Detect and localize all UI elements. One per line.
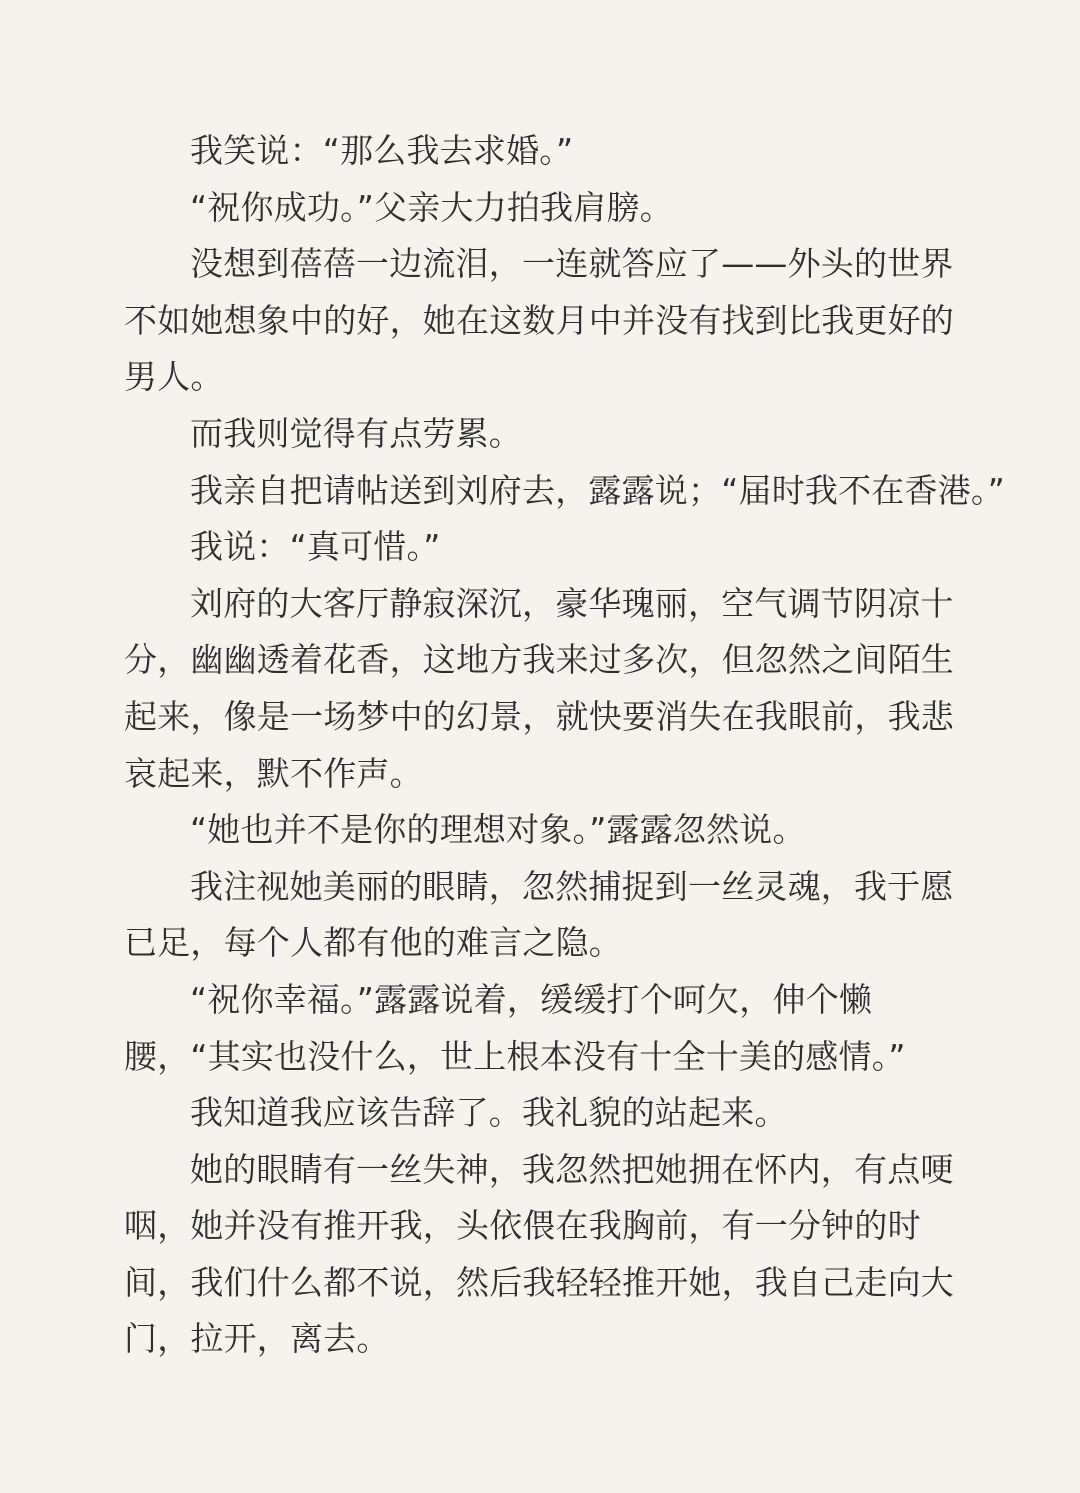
paragraph-11: 我知道我应该告辞了。我礼貌的站起来。 [190,1093,788,1133]
paragraph-1: 我笑说：“那么我去求婚。” [190,131,574,170]
paragraph-2: “祝你成功。”父亲大力拍我肩膀。 [190,187,673,227]
paragraph-7: 刘府的大客厅静寂深沉，豪华瑰丽，空气调节阴凉十分，幽幽透着花香，这地方我来过多次，但忽然之间陌生起来，像是一场梦中的幻景，就快要消失在我眼前，我悲哀起来，默不作声。 [124,583,954,793]
paragraph-12: 她的眼睛有一丝失神，我忽然把她拥在怀内，有点哽咽，她并没有推开我，头依偎在我胸前，有一分钟的时间，我们什么都不说，然后我轻轻推开她，我自己走向大门，拉开，离去。 [124,1149,954,1359]
paragraph-9: 我注视她美丽的眼睛，忽然捕捉到一丝灵魂，我于愿已足，每个人都有他的难言之隐。 [124,866,954,963]
paragraph-3: 没想到蓓蓓一边流泪，一连就答应了——外头的世界不如她想象中的好，她在这数月中并没有找到比我更好的男人。 [124,244,954,397]
paragraph-8: “她也并不是你的理想对象。”露露忽然说。 [190,810,806,850]
page-text [124,123,1005,1368]
paragraph-10: “祝你幸福。”露露说着，缓缓打个呵欠，伸个懒腰，“其实也没什么，世上根本没有十全十美的感情。” [124,979,906,1076]
paragraph-6: 我说：“真可惜。” [190,527,441,567]
paragraph-5: 我亲自把请帖送到刘府去，露露说；“届时我不在香港。” [190,470,1005,510]
paragraph-4: 而我则觉得有点劳累。 [190,413,522,453]
